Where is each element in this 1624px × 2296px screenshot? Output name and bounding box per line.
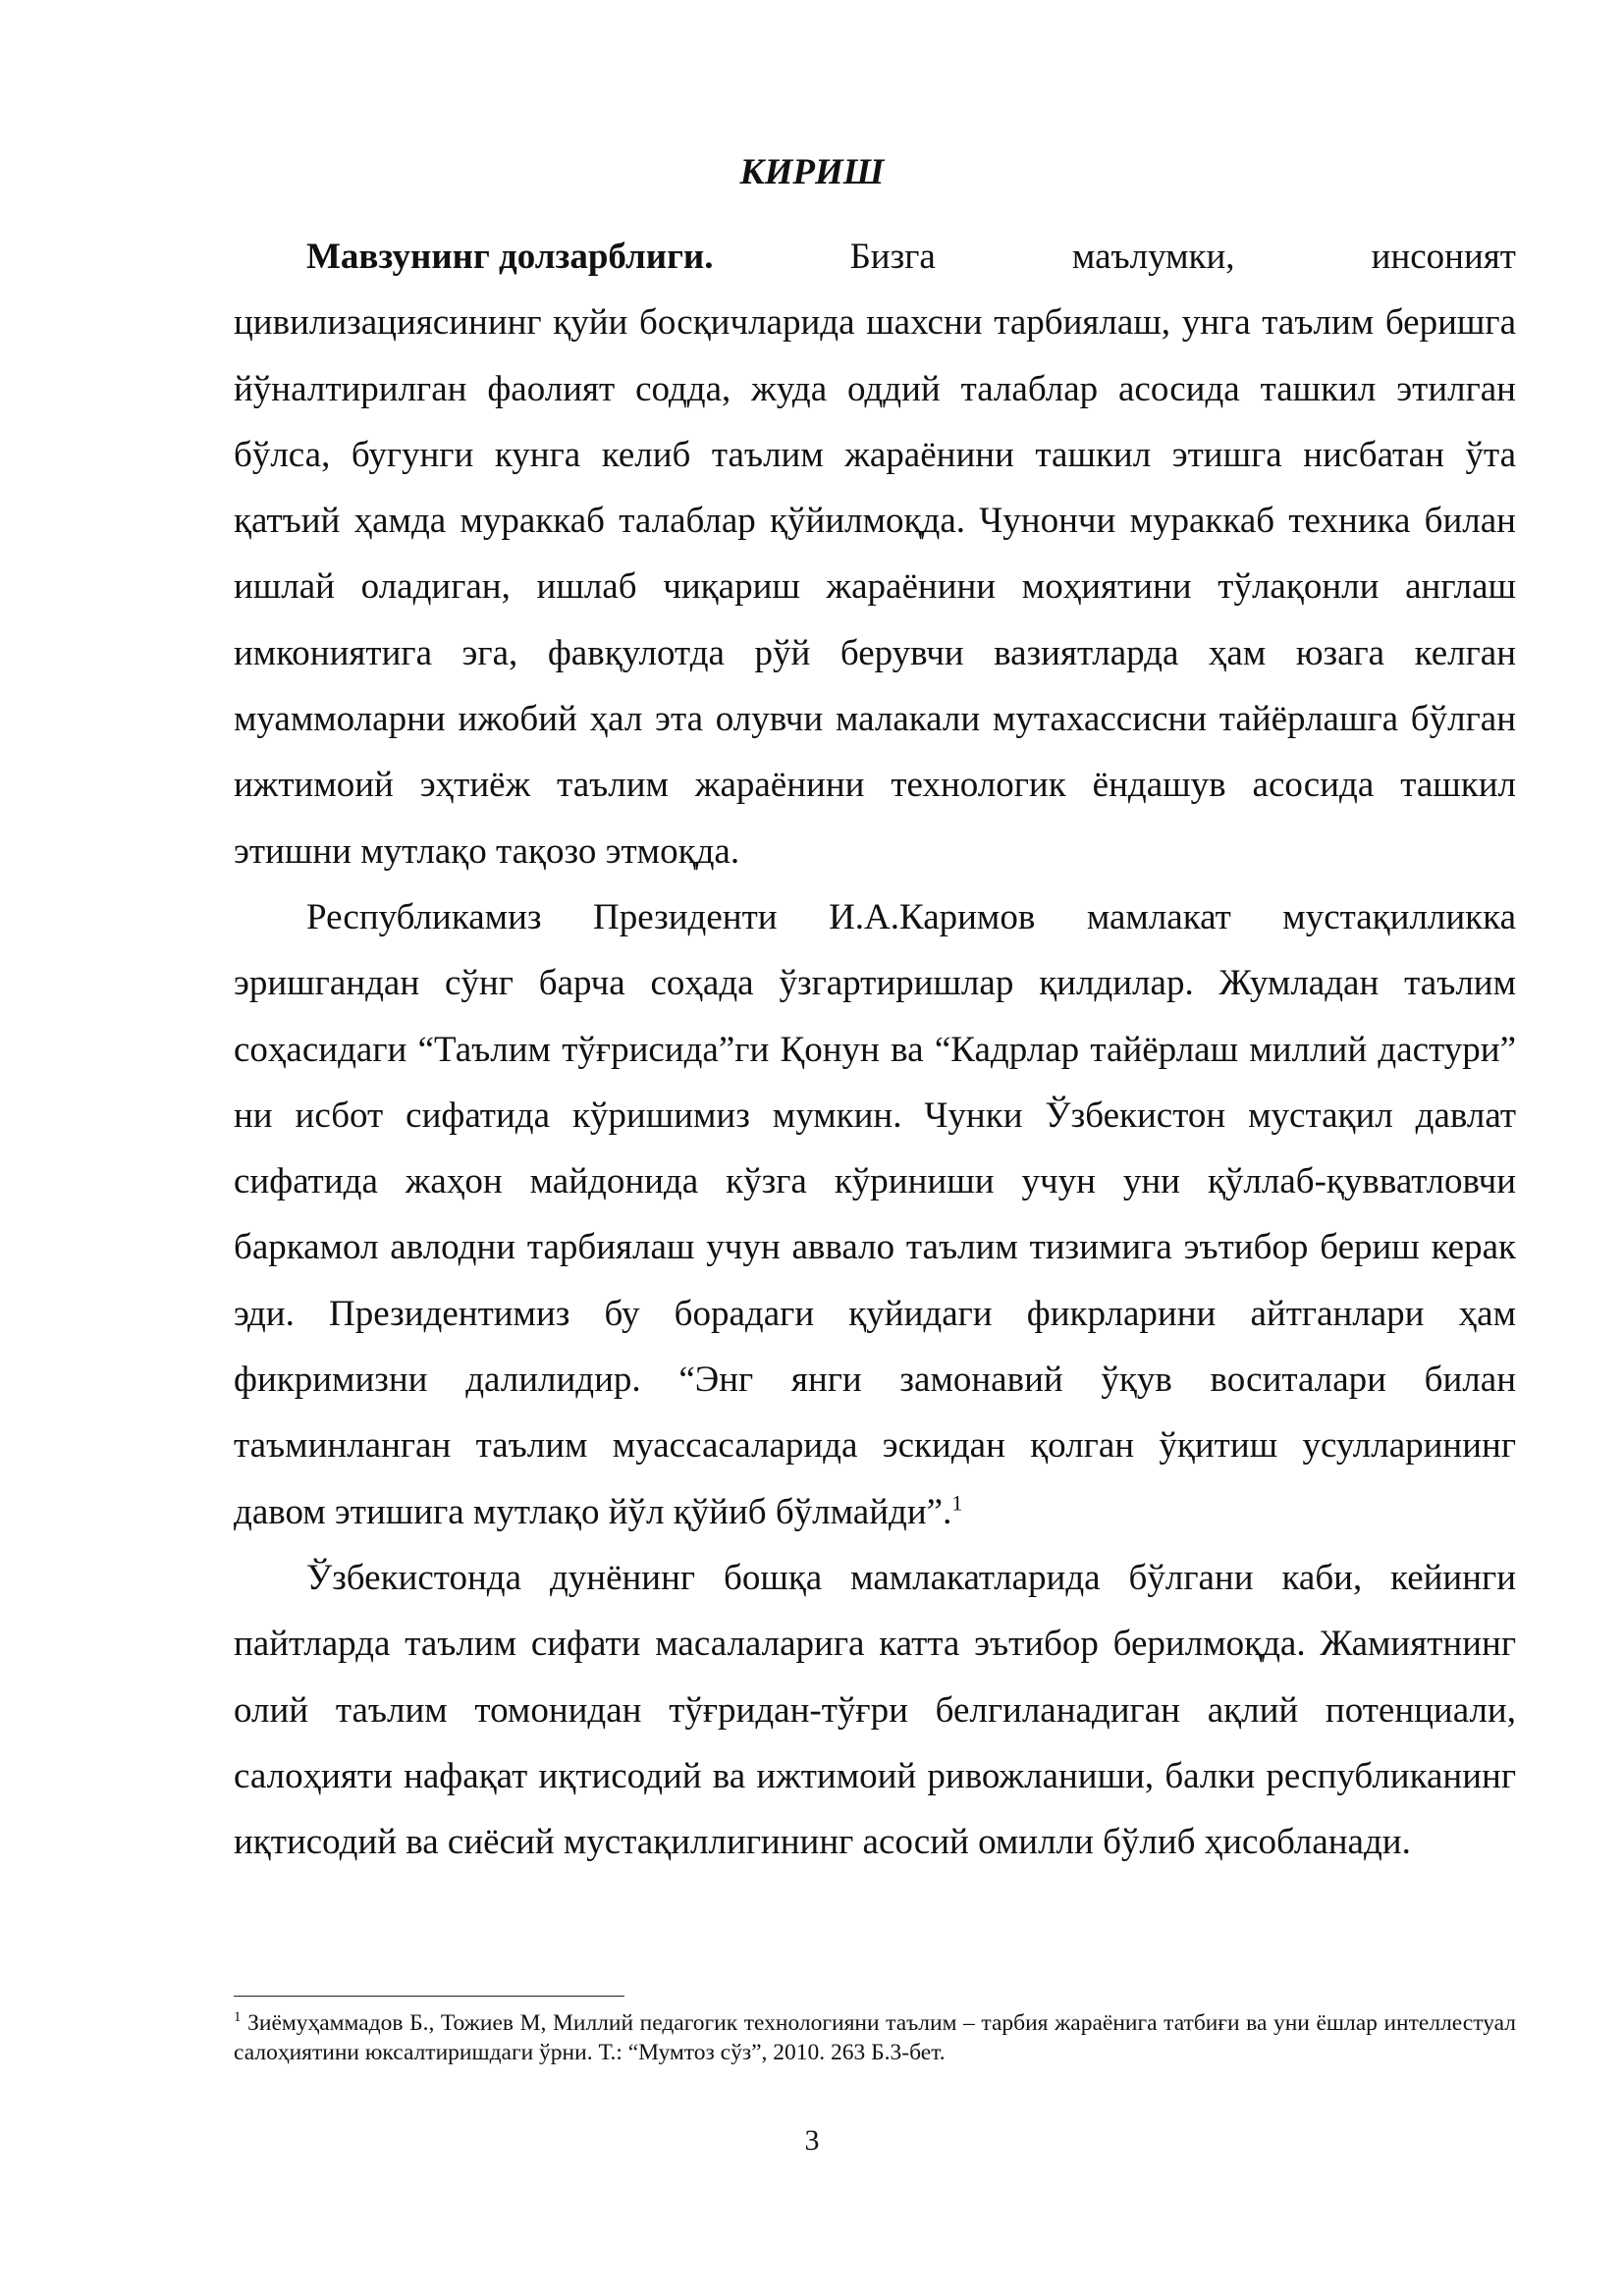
footnote-separator — [234, 1996, 624, 1997]
paragraph-1-word: маълумки, — [1071, 237, 1235, 277]
paragraph-2-text: Республикамиз Президенти И.А.Каримов мамлакат мустақилликка эришгандан сўнг барча соҳада ўзгартиришлар қилдилар. Жумладан таълим соҳасидаги “Таълим тўғрисида”ги Қонун ва “Кадрлар тайёрлаш миллий дастури” ни исбот сифатида кўришимиз мумкин. Чунки Ўзбекистон мустақил давлат сифатида жаҳон майдонида кўзга кўриниши учун уни қўллаб-қувватловчи баркамол авлодни тарбиялаш учун аввало таълим тизимига эътибор бериш керак эди. Президентимиз бу борадаги қуйидаги фикрларини айтганлари ҳам фикримизни далилидир. “Энг янги замонавий ўқув воситалари билан таъминланган таълим муассасаларида эскидан қолган ўқитиш усулларининг давом этишига мутлақо йўл қўйиб бўлмайди”. — [234, 896, 1516, 1532]
paragraph-1 — [234, 290, 1516, 884]
body-text — [234, 224, 1516, 1875]
footnote-reference[interactable]: 1 — [951, 1490, 963, 1516]
topic-relevance-heading: Мавзунинг долзарблиги. — [306, 237, 714, 277]
footnote-text: Зиёмуҳаммадов Б., Тожиев М, Миллий педагогик технологияни таълим – тарбия жараёнига татбиғи ва уни ёшлар интеллестуал салоҳиятини юксалтиришдаги ўрни. Т.: “Мумтоз сўз”, 2010. 263 Б.3-бет. — [234, 2010, 1517, 2065]
footnote-marker: 1 — [234, 2009, 242, 2026]
paragraph-3 — [234, 1545, 1516, 1875]
page-title: КИРИШ — [739, 152, 885, 192]
paragraph-1-word: инсоният — [1371, 237, 1516, 277]
footnote — [234, 2008, 1516, 2067]
page-number: 3 — [804, 2124, 820, 2157]
paragraph-2 — [234, 884, 1516, 1545]
paragraph-1-word: Бизга — [849, 237, 936, 277]
paragraph-3-text: Ўзбекистонда дунёнинг бошқа мамлакатларида бўлгани каби, кейинги пайтларда таълим сифати масалаларига катта эътибор берилмоқда. Жамиятнинг олий таълим томонидан тўғридан-тўғри белгиланадиган ақлий потенциали, салоҳияти нафақат иқтисодий ва ижтимоий ривожланиши, балки республиканинг иқтисодий ва сиёсий мустақиллигининг асосий омилли бўлиб ҳисобланади. — [234, 1557, 1516, 1863]
paragraph-1-text: цивилизациясининг қуйи босқичларида шахсни тарбиялаш, унга таълим беришга йўналтирилган фаолият содда, жуда оддий талаблар асосида ташкил этилган бўлса, бугунги кунга келиб таълим жараёнини ташкил этишга нисбатан ўта қатъий ҳамда мураккаб талаблар қўйилмоқда. Чунончи мураккаб техника билан ишлай оладиган, ишлаб чиқариш жараёнини моҳиятини тўлақонли англаш имкониятига эга, фавқулотда рўй берувчи вазиятларда ҳам юзага келган муаммоларни ижобий ҳал эта олувчи малакали мутахассисни тайёрлашга бўлган ижтимоий эҳтиёж таълим жараёнини технологик ёндашув асосида ташкил этишни мутлақо тақозо этмоқда. — [234, 302, 1516, 872]
paragraph-1-first-line — [306, 224, 1516, 290]
